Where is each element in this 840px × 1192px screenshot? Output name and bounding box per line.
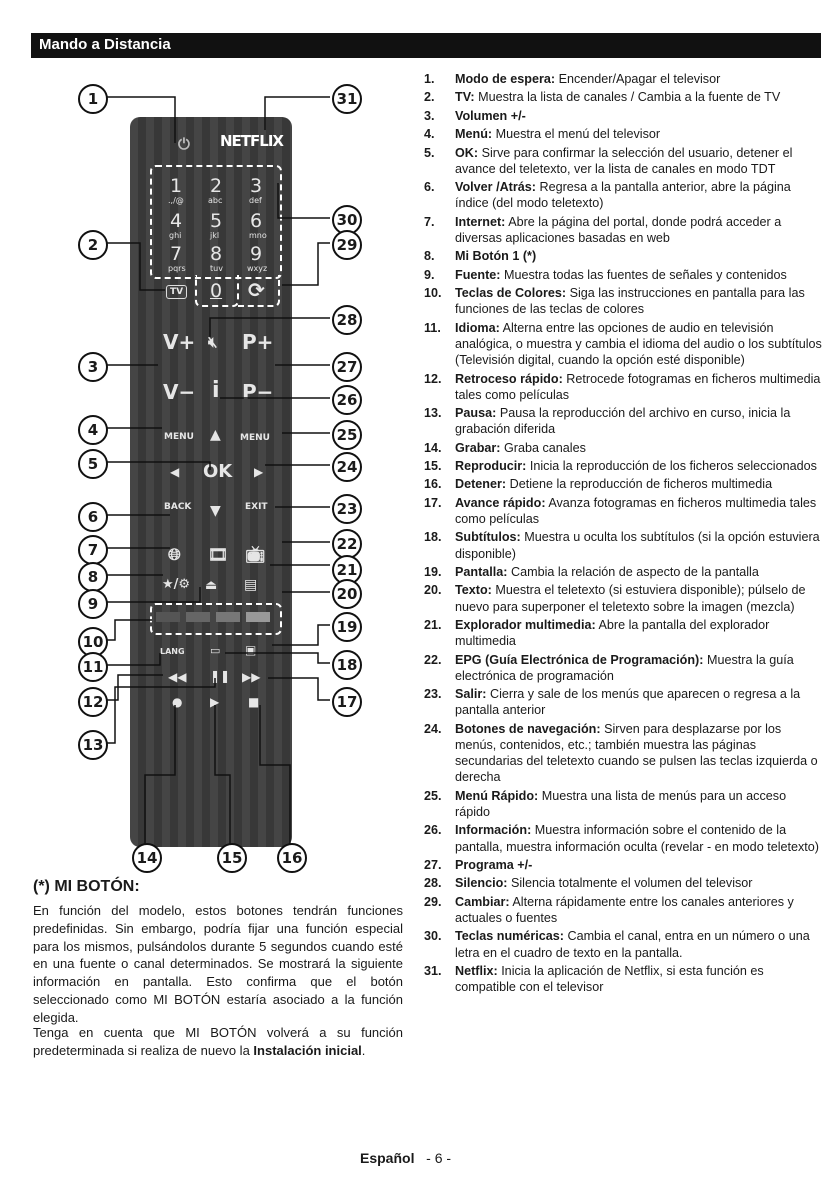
list-item-term: TV: bbox=[455, 90, 475, 105]
list-item bbox=[424, 89, 824, 105]
callout-5: 5 bbox=[78, 449, 108, 479]
right-arrow-icon: ▶ bbox=[254, 465, 264, 479]
list-item-number: 29. bbox=[424, 894, 442, 909]
list-item-number: 10. bbox=[424, 286, 442, 301]
list-item-term: Cambiar: bbox=[455, 894, 510, 909]
list-item bbox=[424, 963, 824, 995]
digit-8-button: 8 bbox=[210, 243, 223, 265]
list-item-description: Cambia la relación de aspecto de la pantalla bbox=[511, 565, 759, 580]
exit-button: EXIT bbox=[245, 502, 268, 512]
program-down-button: P− bbox=[242, 380, 274, 404]
volume-down-button: V− bbox=[163, 380, 196, 404]
play-icon: ▶ bbox=[210, 695, 220, 709]
list-item-number: 30. bbox=[424, 929, 442, 944]
list-item-number: 3. bbox=[424, 108, 435, 123]
left-arrow-icon: ◀ bbox=[170, 465, 180, 479]
list-item-term: Internet: bbox=[455, 214, 506, 229]
list-item-term: Modo de espera: bbox=[455, 72, 556, 86]
my-button-icon: ★/⚙ bbox=[162, 577, 191, 592]
digit-3-button: 3 bbox=[250, 175, 263, 197]
list-item-number: 12. bbox=[424, 371, 442, 386]
digit-9-button: 9 bbox=[250, 243, 263, 265]
callout-12: 12 bbox=[78, 687, 108, 717]
callout-8: 8 bbox=[78, 562, 108, 592]
list-item-number: 17. bbox=[424, 495, 442, 510]
back-button: BACK bbox=[164, 502, 192, 512]
list-item-description: Siga las instrucciones en pantalla para las funciones de las teclas de colores bbox=[455, 286, 805, 317]
list-item-number: 2. bbox=[424, 90, 435, 105]
info-button: i bbox=[212, 378, 220, 403]
list-item bbox=[424, 822, 824, 854]
list-item-term: Netflix: bbox=[455, 963, 498, 978]
callout-14: 14 bbox=[132, 843, 162, 873]
list-item bbox=[424, 179, 824, 211]
list-item bbox=[424, 267, 824, 283]
list-item-description: Sirven para desplazarse por los menús, contenidos, etc.; también muestra las páginas secundarias del teletexto cuando se pulsen las teclas izquierda o derecha bbox=[455, 721, 818, 785]
mi-boton-paragraph-2 bbox=[33, 1024, 403, 1060]
list-item-description: Sirve para confirmar la selección del usuario, detener el avance del teletexto, ver la lista de canales en modo TDT bbox=[455, 145, 793, 176]
mute-icon: 🔇︎ bbox=[208, 333, 218, 351]
digit-3-letters: def bbox=[249, 196, 262, 205]
list-item-number: 22. bbox=[424, 652, 442, 667]
list-item-description: Cambia el canal, entra en un número o una letra en el cuadro de texto en la pantalla. bbox=[455, 929, 810, 960]
digit-9-letters: wxyz bbox=[247, 264, 268, 273]
list-item-term: Salir: bbox=[455, 687, 487, 702]
digit-6-button: 6 bbox=[250, 210, 263, 232]
list-item-description: Muestra el menú del televisor bbox=[495, 127, 661, 142]
list-item bbox=[424, 320, 824, 369]
list-item-number: 16. bbox=[424, 477, 442, 492]
list-item bbox=[424, 495, 824, 527]
list-item-term: Silencio: bbox=[455, 876, 508, 891]
list-item-term: Pausa: bbox=[455, 406, 497, 421]
callout-29: 29 bbox=[332, 230, 362, 260]
callout-30: 30 bbox=[332, 205, 362, 235]
button-description-list bbox=[424, 71, 824, 998]
list-item bbox=[424, 529, 824, 561]
list-item-term: Retroceso rápido: bbox=[455, 371, 563, 386]
callout-25: 25 bbox=[332, 420, 362, 450]
volume-up-button: V+ bbox=[163, 330, 196, 354]
list-item-term: Menú Rápido: bbox=[455, 788, 539, 803]
callout-15: 15 bbox=[217, 843, 247, 873]
list-item-term: Detener: bbox=[455, 477, 507, 492]
callout-13: 13 bbox=[78, 730, 108, 760]
list-item-number: 11. bbox=[424, 320, 441, 335]
callout-3: 3 bbox=[78, 352, 108, 382]
media-browser-icon: 🎞︎ bbox=[208, 545, 229, 564]
list-item-term: Programa +/- bbox=[455, 858, 533, 873]
list-item bbox=[424, 928, 824, 960]
callout-31: 31 bbox=[332, 84, 362, 114]
section-title: Mando a Distancia bbox=[39, 36, 171, 53]
list-item-description: Encender/Apagar el televisor bbox=[558, 72, 721, 86]
menu-button: MENU bbox=[164, 432, 194, 442]
callout-27: 27 bbox=[332, 352, 362, 382]
list-item-term: Texto: bbox=[455, 583, 492, 598]
list-item-term: Teclas numéricas: bbox=[455, 929, 564, 944]
list-item-description: Detiene la reproducción de ficheros multimedia bbox=[509, 477, 773, 492]
list-item-number: 4. bbox=[424, 127, 435, 142]
callout-10: 10 bbox=[78, 627, 108, 657]
list-item-term: Información: bbox=[455, 823, 532, 838]
digit-7-button: 7 bbox=[170, 243, 183, 265]
list-item-number: 6. bbox=[424, 180, 435, 195]
list-item-number: 26. bbox=[424, 823, 442, 838]
list-item-description: Retrocede fotogramas en ficheros multimedia tales como películas bbox=[455, 371, 821, 402]
callout-26: 26 bbox=[332, 385, 362, 415]
list-item-description: Muestra u oculta los subtítulos (si la opción estuviera disponible) bbox=[455, 530, 820, 561]
list-item bbox=[424, 875, 824, 891]
list-item-number: 21. bbox=[424, 618, 442, 633]
standby-icon: ⏻ bbox=[178, 135, 190, 153]
callout-24: 24 bbox=[332, 452, 362, 482]
list-item-term: Reproducir: bbox=[455, 459, 527, 474]
callout-18: 18 bbox=[332, 650, 362, 680]
list-item-term: Pantalla: bbox=[455, 565, 508, 580]
stop-icon: ■ bbox=[248, 695, 260, 709]
tv-button: TV bbox=[166, 285, 187, 299]
list-item-description: Regresa a la pantalla anterior, abre la página índice (del modo teletexto) bbox=[455, 180, 791, 211]
ok-button: OK bbox=[203, 461, 233, 482]
list-item bbox=[424, 126, 824, 142]
digit-1-button: 1 bbox=[170, 175, 183, 197]
list-item bbox=[424, 476, 824, 492]
callout-28: 28 bbox=[332, 305, 362, 335]
list-item-number: 24. bbox=[424, 721, 442, 736]
subtitle-icon: ▭ bbox=[210, 644, 221, 657]
callout-19: 19 bbox=[332, 612, 362, 642]
epg-icon: 📺︎ bbox=[245, 545, 266, 564]
list-item-term: Grabar: bbox=[455, 440, 501, 455]
record-icon: ● bbox=[172, 695, 183, 709]
list-item-description: Muestra la lista de canales / Cambia a la fuente de TV bbox=[478, 90, 781, 105]
callout-1: 1 bbox=[78, 84, 108, 114]
callout-9: 9 bbox=[78, 589, 108, 619]
digit-4-button: 4 bbox=[170, 210, 183, 232]
digit-5-letters: jkl bbox=[210, 231, 220, 240]
list-item-description: Avanza fotogramas en ficheros multimedia tales como películas bbox=[455, 495, 817, 527]
rewind-icon: ◀◀ bbox=[168, 670, 187, 684]
list-item-description: Cierra y sale de los menús que aparecen o regresa a la pantalla anterior bbox=[455, 687, 801, 718]
list-item-description: Alterna rápidamente entre los canales anteriores y actuales o fuentes bbox=[455, 894, 794, 925]
digit-7-letters: pqrs bbox=[168, 264, 186, 273]
list-item-number: 25. bbox=[424, 788, 442, 803]
list-item-term: OK: bbox=[455, 145, 479, 160]
list-item-term: Volumen +/- bbox=[455, 108, 526, 123]
callout-2: 2 bbox=[78, 230, 108, 260]
list-item-term: Botones de navegación: bbox=[455, 721, 601, 736]
program-up-button: P+ bbox=[242, 330, 274, 354]
list-item bbox=[424, 652, 824, 684]
list-item-term: Subtítulos: bbox=[455, 530, 521, 545]
list-item-number: 14. bbox=[424, 440, 442, 455]
digit-0-button: 0 bbox=[210, 280, 223, 302]
list-item-description: Inicia la reproducción de los ficheros seleccionados bbox=[529, 459, 817, 474]
screen-icon: ▣ bbox=[245, 643, 257, 657]
mi-boton-title: (*) MI BOTÓN: bbox=[33, 878, 140, 895]
list-item-description: Abre la página del portal, donde podrá acceder a diversas aplicaciones basadas en web bbox=[455, 214, 782, 245]
list-item-number: 15. bbox=[424, 459, 442, 474]
list-item bbox=[424, 894, 824, 926]
mi-boton-paragraph-2-end: . bbox=[361, 1042, 366, 1058]
mi-boton-paragraph-2-text: Tenga en cuenta que MI BOTÓN volverá a su función predeterminada si realiza de nuevo la bbox=[33, 1025, 403, 1058]
footer-language: Español bbox=[360, 1150, 415, 1166]
list-item-number: 13. bbox=[424, 406, 442, 421]
list-item bbox=[424, 686, 824, 718]
list-item-description: Inicia la aplicación de Netflix, si esta función es compatible con el televisor bbox=[455, 963, 764, 995]
list-item-number: 20. bbox=[424, 583, 442, 598]
digit-8-letters: tuv bbox=[210, 264, 223, 273]
digit-2-button: 2 bbox=[210, 175, 223, 197]
list-item bbox=[424, 788, 824, 820]
list-item bbox=[424, 721, 824, 786]
list-item bbox=[424, 108, 824, 124]
list-item-number: 27. bbox=[424, 858, 442, 873]
callout-20: 20 bbox=[332, 579, 362, 609]
callout-7: 7 bbox=[78, 535, 108, 565]
digit-5-button: 5 bbox=[210, 210, 223, 232]
lang-button: LANG bbox=[160, 647, 185, 656]
list-item bbox=[424, 405, 824, 437]
list-item-description: Muestra una lista de menús para un acceso rápido bbox=[455, 788, 787, 820]
callout-23: 23 bbox=[332, 494, 362, 524]
callout-11: 11 bbox=[78, 652, 108, 682]
list-item-description: Muestra la guía electrónica de programación bbox=[455, 652, 794, 683]
list-item-description: Muestra el teletexto (si estuviera disponible); púlselo de nuevo para superponer el teletexto sobre la imagen (mezcla) bbox=[455, 583, 806, 614]
list-item-term: Mi Botón 1 (*) bbox=[455, 249, 537, 264]
list-item bbox=[424, 564, 824, 580]
list-item-number: 7. bbox=[424, 214, 435, 229]
pause-icon: ❚❚ bbox=[210, 669, 231, 683]
list-item bbox=[424, 285, 824, 317]
remote-illustration bbox=[60, 75, 400, 875]
list-item-description: Alterna entre las opciones de audio en televisión analógica, o muestra y cambia el idioma del audio o los subtítulos (Televisión digital, cuando la opción esté disponible) bbox=[455, 320, 822, 368]
callout-16: 16 bbox=[277, 843, 307, 873]
list-item-number: 1. bbox=[424, 72, 435, 86]
list-item-term: EPG (Guía Electrónica de Programación): bbox=[455, 652, 704, 667]
digit-2-letters: abc bbox=[208, 196, 223, 205]
list-item-description: Muestra información sobre el contenido de la pantalla, muestra información oculta (revelar - en modo teletexto) bbox=[455, 823, 819, 854]
list-item-number: 5. bbox=[424, 145, 435, 160]
netflix-button: NETFLIX bbox=[220, 132, 283, 150]
quick-menu-button: MENU bbox=[240, 433, 270, 443]
list-item bbox=[424, 857, 824, 873]
list-item bbox=[424, 617, 824, 649]
list-item bbox=[424, 582, 824, 614]
list-item-description: Pausa la reproducción del archivo en curso, inicia la grabación diferida bbox=[455, 406, 791, 437]
list-item bbox=[424, 71, 824, 87]
footer-page-number: - 6 - bbox=[426, 1150, 452, 1166]
callout-17: 17 bbox=[332, 687, 362, 717]
list-item-description: Graba canales bbox=[504, 440, 586, 455]
list-item-number: 28. bbox=[424, 876, 442, 891]
list-item-description: Muestra todas las fuentes de señales y contenidos bbox=[503, 267, 787, 282]
list-item-term: Idioma: bbox=[455, 320, 500, 335]
list-item-number: 19. bbox=[424, 565, 442, 580]
list-item-term: Volver /Atrás: bbox=[455, 180, 536, 195]
digit-4-letters: ghi bbox=[169, 231, 182, 240]
callout-21: 21 bbox=[332, 555, 362, 585]
text-icon: ▤ bbox=[244, 577, 258, 593]
list-item-term: Avance rápido: bbox=[455, 495, 546, 510]
source-icon: ⏏ bbox=[205, 578, 218, 593]
list-item-number: 18. bbox=[424, 530, 442, 545]
fast-forward-icon: ▶▶ bbox=[242, 670, 261, 684]
section-header bbox=[31, 33, 821, 58]
list-item bbox=[424, 458, 824, 474]
internet-icon: 🌐︎ bbox=[168, 545, 181, 564]
digit-6-letters: mno bbox=[249, 231, 267, 240]
callout-6: 6 bbox=[78, 502, 108, 532]
digit-1-letters: .,/@ bbox=[168, 196, 184, 205]
down-arrow-icon: ▼ bbox=[210, 503, 221, 519]
list-item-term: Explorador multimedia: bbox=[455, 618, 596, 633]
list-item-number: 31. bbox=[424, 963, 442, 978]
list-item bbox=[424, 145, 824, 177]
list-item bbox=[424, 248, 824, 264]
list-item bbox=[424, 371, 824, 403]
swap-icon: ⟳ bbox=[248, 278, 265, 302]
list-item-description: Silencia totalmente el volumen del televisor bbox=[510, 876, 753, 891]
list-item-term: Teclas de Colores: bbox=[455, 286, 567, 301]
list-item-number: 8. bbox=[424, 249, 435, 264]
list-item-term: Menú: bbox=[455, 127, 493, 142]
list-item-description: Abre la pantalla del explorador multimedia bbox=[455, 618, 770, 649]
page-footer bbox=[360, 1150, 451, 1166]
mi-boton-paragraph-2-bold: Instalación inicial bbox=[253, 1042, 362, 1058]
list-item-number: 23. bbox=[424, 687, 442, 702]
mi-boton-paragraph-1: En función del modelo, estos botones tendrán funciones predefinidas. Sin embargo, podría fijar una función especial para los mismos, pulsándolos durante 5 segundos cuando esté en una fuente o canal determinados. Se mostrará la siguiente información en pantalla. Esto confirma que el botón seleccionado como MI BOTÓN estaría asociado a la función elegida. bbox=[33, 903, 403, 1025]
list-item-number: 9. bbox=[424, 267, 435, 282]
list-item bbox=[424, 214, 824, 246]
callout-4: 4 bbox=[78, 415, 108, 445]
list-item-term: Fuente: bbox=[455, 267, 501, 282]
callout-22: 22 bbox=[332, 529, 362, 559]
up-arrow-icon: ▲ bbox=[210, 427, 221, 443]
list-item bbox=[424, 440, 824, 456]
